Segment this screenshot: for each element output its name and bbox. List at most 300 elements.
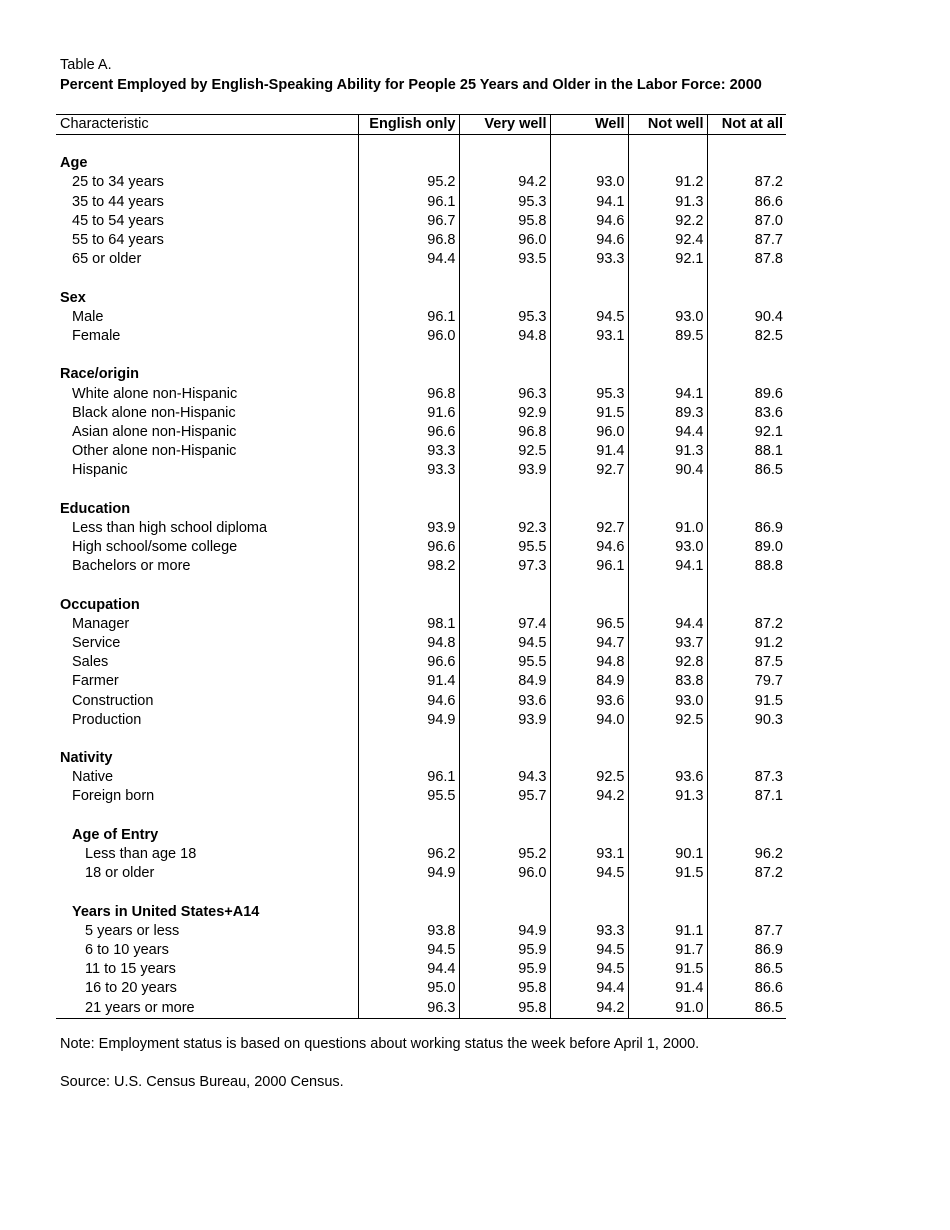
value-cell: 91.4 [550, 442, 628, 461]
value-cell: 86.5 [754, 462, 783, 479]
table-body [56, 135, 786, 1019]
value-cell: 91.5 [628, 864, 707, 883]
empty-cell [707, 500, 786, 519]
value-cell: 87.2 [754, 615, 783, 632]
value-cell: 94.2 [550, 998, 628, 1018]
empty-cell [56, 576, 358, 595]
empty-cell [628, 500, 707, 519]
empty-cell [707, 807, 786, 826]
table-row [56, 193, 786, 212]
value-cell: 94.4 [358, 960, 459, 979]
value-cell: 91.5 [628, 960, 707, 979]
empty-cell [707, 749, 786, 768]
value-cell: 87.8 [754, 251, 783, 268]
empty-cell [628, 576, 707, 595]
value-cell: 93.0 [628, 691, 707, 710]
row-label: 25 to 34 years [56, 173, 358, 192]
value-cell: 95.3 [459, 308, 550, 327]
empty-cell [707, 903, 786, 922]
column-header: Well [550, 115, 628, 135]
value-cell: 94.1 [550, 193, 628, 212]
empty-cell [459, 730, 550, 749]
empty-cell [550, 480, 628, 499]
table-row [56, 922, 786, 941]
empty-cell [628, 749, 707, 768]
value-cell: 94.1 [628, 557, 707, 576]
row-label: White alone non-Hispanic [56, 384, 358, 403]
value-cell: 96.8 [459, 423, 550, 442]
empty-cell [628, 346, 707, 365]
table-row [56, 519, 786, 538]
empty-cell [550, 346, 628, 365]
category-row [56, 749, 786, 768]
value-cell: 96.0 [550, 423, 628, 442]
value-cell: 95.5 [459, 538, 550, 557]
value-cell: 94.4 [550, 979, 628, 998]
empty-cell [550, 154, 628, 173]
value-cell: 94.5 [550, 960, 628, 979]
value-cell: 86.5 [754, 961, 783, 978]
row-label: Foreign born [56, 787, 358, 806]
value-cell: 96.6 [358, 538, 459, 557]
value-cell: 87.3 [754, 769, 783, 786]
empty-cell [707, 269, 786, 288]
empty-cell [459, 480, 550, 499]
table-row [56, 845, 786, 864]
spacer-row [56, 730, 786, 749]
value-cell: 94.1 [628, 384, 707, 403]
row-label: Construction [56, 691, 358, 710]
value-cell: 95.8 [459, 979, 550, 998]
empty-cell [628, 807, 707, 826]
value-cell: 93.1 [550, 845, 628, 864]
value-cell: 92.1 [754, 423, 783, 440]
value-cell: 92.4 [628, 231, 707, 250]
empty-cell [707, 154, 786, 173]
value-cell: 79.7 [754, 673, 783, 690]
value-cell: 96.1 [358, 308, 459, 327]
empty-cell [550, 749, 628, 768]
value-cell: 83.6 [754, 404, 783, 421]
value-cell: 92.5 [550, 768, 628, 787]
row-label: High school/some college [56, 538, 358, 557]
value-cell: 94.5 [550, 941, 628, 960]
empty-cell [358, 903, 459, 922]
value-cell: 93.3 [358, 461, 459, 480]
value-cell: 90.4 [628, 461, 707, 480]
empty-cell [707, 346, 786, 365]
row-label: Farmer [56, 672, 358, 691]
row-label: Asian alone non-Hispanic [56, 423, 358, 442]
empty-cell [707, 596, 786, 615]
value-cell: 94.4 [628, 423, 707, 442]
value-cell: 93.1 [550, 327, 628, 346]
table-row [56, 327, 786, 346]
value-cell: 94.6 [550, 538, 628, 557]
value-cell: 96.2 [358, 845, 459, 864]
row-label: Production [56, 711, 358, 730]
value-cell: 84.9 [459, 672, 550, 691]
table-row [56, 634, 786, 653]
value-cell: 86.6 [754, 193, 783, 210]
empty-cell [358, 135, 459, 155]
value-cell: 93.3 [550, 922, 628, 941]
value-cell: 91.6 [358, 404, 459, 423]
category-label: Age [56, 154, 358, 173]
table-row [56, 404, 786, 423]
category-label: Education [56, 500, 358, 519]
value-cell: 96.0 [459, 231, 550, 250]
row-label: Hispanic [56, 461, 358, 480]
column-header: Not well [628, 115, 707, 135]
value-cell: 87.7 [754, 232, 783, 249]
row-label: Sales [56, 653, 358, 672]
value-cell: 89.3 [628, 404, 707, 423]
value-cell: 98.2 [358, 557, 459, 576]
empty-cell [358, 749, 459, 768]
spacer-row [56, 576, 786, 595]
value-cell: 94.6 [358, 691, 459, 710]
row-label: 21 years or more [56, 998, 358, 1018]
value-cell: 96.8 [358, 384, 459, 403]
value-cell: 93.0 [628, 308, 707, 327]
value-cell: 95.3 [550, 384, 628, 403]
empty-cell [56, 807, 358, 826]
value-cell: 98.1 [358, 615, 459, 634]
value-cell: 91.5 [754, 692, 783, 709]
table-row [56, 308, 786, 327]
empty-cell [550, 807, 628, 826]
empty-cell [459, 903, 550, 922]
value-cell: 95.0 [358, 979, 459, 998]
empty-cell [628, 883, 707, 902]
table-row [56, 423, 786, 442]
empty-cell [358, 576, 459, 595]
empty-cell [550, 903, 628, 922]
value-cell: 91.3 [628, 193, 707, 212]
value-cell: 94.0 [550, 711, 628, 730]
empty-cell [459, 883, 550, 902]
value-cell: 92.7 [550, 519, 628, 538]
empty-cell [628, 154, 707, 173]
value-cell: 88.8 [754, 558, 783, 575]
value-cell: 93.7 [628, 634, 707, 653]
value-cell: 94.8 [459, 327, 550, 346]
value-cell: 95.7 [459, 787, 550, 806]
value-cell: 90.1 [628, 845, 707, 864]
category-label: Occupation [56, 596, 358, 615]
table-row [56, 653, 786, 672]
value-cell: 86.5 [707, 998, 786, 1018]
value-cell: 91.7 [628, 941, 707, 960]
value-cell: 91.4 [358, 672, 459, 691]
empty-cell [707, 730, 786, 749]
empty-cell [550, 500, 628, 519]
value-cell: 92.9 [459, 404, 550, 423]
value-cell: 94.2 [550, 787, 628, 806]
row-label: 35 to 44 years [56, 193, 358, 212]
value-cell: 95.8 [459, 998, 550, 1018]
empty-cell [358, 154, 459, 173]
empty-cell [358, 596, 459, 615]
value-cell: 96.1 [550, 557, 628, 576]
value-cell: 90.4 [754, 308, 783, 325]
value-cell: 91.4 [628, 979, 707, 998]
empty-cell [459, 807, 550, 826]
value-cell: 92.5 [459, 442, 550, 461]
header-row [56, 115, 786, 135]
category-label: Nativity [56, 749, 358, 768]
category-row [56, 500, 786, 519]
row-label: Other alone non-Hispanic [56, 442, 358, 461]
category-label: Race/origin [56, 365, 358, 384]
spacer-row [56, 807, 786, 826]
empty-cell [628, 269, 707, 288]
value-cell: 94.5 [358, 941, 459, 960]
value-cell: 96.5 [550, 615, 628, 634]
value-cell: 93.9 [459, 461, 550, 480]
empty-cell [459, 135, 550, 155]
empty-cell [56, 730, 358, 749]
empty-cell [707, 289, 786, 308]
table-row [56, 173, 786, 192]
row-label: Male [56, 308, 358, 327]
row-label: 65 or older [56, 250, 358, 269]
value-cell: 87.1 [754, 788, 783, 805]
table-row [56, 672, 786, 691]
value-cell: 87.0 [754, 212, 783, 229]
table-row [56, 711, 786, 730]
value-cell: 93.5 [459, 250, 550, 269]
value-cell: 87.2 [754, 865, 783, 882]
value-cell: 88.1 [754, 443, 783, 460]
empty-cell [459, 269, 550, 288]
value-cell: 86.6 [754, 980, 783, 997]
row-label: 45 to 54 years [56, 212, 358, 231]
table-row [56, 442, 786, 461]
value-cell: 93.6 [459, 691, 550, 710]
empty-cell [707, 826, 786, 845]
spacer-row [56, 135, 786, 155]
empty-cell [550, 289, 628, 308]
empty-cell [628, 826, 707, 845]
table-label: Table A. [60, 57, 112, 73]
empty-cell [628, 135, 707, 155]
spacer-row [56, 480, 786, 499]
value-cell: 94.6 [550, 231, 628, 250]
empty-cell [550, 826, 628, 845]
value-cell: 89.5 [628, 327, 707, 346]
value-cell: 89.0 [754, 539, 783, 556]
value-cell: 92.7 [550, 461, 628, 480]
row-label: Less than age 18 [56, 845, 358, 864]
value-cell: 83.8 [628, 672, 707, 691]
value-cell: 93.3 [358, 442, 459, 461]
table-row [56, 979, 786, 998]
empty-cell [358, 269, 459, 288]
value-cell: 91.5 [550, 404, 628, 423]
value-cell: 93.8 [358, 922, 459, 941]
employment-table [56, 114, 786, 1019]
value-cell: 95.9 [459, 941, 550, 960]
empty-cell [628, 730, 707, 749]
value-cell: 97.3 [459, 557, 550, 576]
value-cell: 86.9 [754, 519, 783, 536]
empty-cell [628, 903, 707, 922]
value-cell: 95.3 [459, 193, 550, 212]
category-row [56, 596, 786, 615]
value-cell: 96.2 [754, 846, 783, 863]
value-cell: 91.0 [628, 519, 707, 538]
column-header: Characteristic [56, 115, 358, 135]
empty-cell [707, 135, 786, 155]
empty-cell [628, 480, 707, 499]
value-cell: 92.5 [628, 711, 707, 730]
empty-cell [550, 269, 628, 288]
column-header: English only [358, 115, 459, 135]
empty-cell [56, 883, 358, 902]
row-label: Black alone non-Hispanic [56, 404, 358, 423]
value-cell: 92.3 [459, 519, 550, 538]
value-cell: 94.8 [550, 653, 628, 672]
spacer-row [56, 346, 786, 365]
value-cell: 96.0 [459, 864, 550, 883]
value-cell: 96.8 [358, 231, 459, 250]
value-cell: 86.9 [754, 941, 783, 958]
category-label: Age of Entry [56, 826, 358, 845]
value-cell: 87.7 [754, 922, 783, 939]
empty-cell [56, 480, 358, 499]
empty-cell [56, 269, 358, 288]
value-cell: 92.8 [628, 653, 707, 672]
empty-cell [358, 289, 459, 308]
value-cell: 96.3 [358, 998, 459, 1018]
value-cell: 94.9 [358, 864, 459, 883]
table-row [56, 557, 786, 576]
category-row [56, 903, 786, 922]
empty-cell [358, 730, 459, 749]
value-cell: 93.0 [628, 538, 707, 557]
empty-cell [459, 826, 550, 845]
empty-cell [707, 365, 786, 384]
table-row [56, 960, 786, 979]
table-row [56, 941, 786, 960]
empty-cell [56, 135, 358, 155]
value-cell: 96.0 [358, 327, 459, 346]
empty-cell [628, 596, 707, 615]
empty-cell [459, 365, 550, 384]
value-cell: 95.5 [358, 787, 459, 806]
value-cell: 89.6 [754, 385, 783, 402]
value-cell: 91.2 [628, 173, 707, 192]
category-label: Sex [56, 289, 358, 308]
value-cell: 95.8 [459, 212, 550, 231]
category-row [56, 154, 786, 173]
value-cell: 92.2 [628, 212, 707, 231]
table-note: Note: Employment status is based on questions about working status the week before April 1, 2000. [60, 1036, 700, 1052]
value-cell: 94.2 [459, 173, 550, 192]
empty-cell [707, 883, 786, 902]
value-cell: 91.3 [628, 442, 707, 461]
value-cell: 94.9 [459, 922, 550, 941]
category-row [56, 365, 786, 384]
row-label: 11 to 15 years [56, 960, 358, 979]
table-source: Source: U.S. Census Bureau, 2000 Census. [60, 1074, 344, 1090]
row-label: 55 to 64 years [56, 231, 358, 250]
value-cell: 93.6 [550, 691, 628, 710]
value-cell: 93.9 [358, 519, 459, 538]
table-row [56, 231, 786, 250]
empty-cell [707, 576, 786, 595]
category-row [56, 826, 786, 845]
row-label: Bachelors or more [56, 557, 358, 576]
row-label: Less than high school diploma [56, 519, 358, 538]
row-label: 6 to 10 years [56, 941, 358, 960]
empty-cell [459, 596, 550, 615]
value-cell: 95.9 [459, 960, 550, 979]
empty-cell [358, 883, 459, 902]
row-label: Female [56, 327, 358, 346]
empty-cell [707, 480, 786, 499]
table-row [56, 384, 786, 403]
value-cell: 94.4 [628, 615, 707, 634]
row-label: 16 to 20 years [56, 979, 358, 998]
table-row [56, 998, 786, 1018]
spacer-row [56, 269, 786, 288]
value-cell: 92.1 [628, 250, 707, 269]
value-cell: 96.7 [358, 212, 459, 231]
value-cell: 87.2 [754, 174, 783, 191]
category-label: Years in United States+A14 [56, 903, 358, 922]
value-cell: 93.0 [550, 173, 628, 192]
empty-cell [358, 346, 459, 365]
empty-cell [358, 807, 459, 826]
spacer-row [56, 883, 786, 902]
value-cell: 93.3 [550, 250, 628, 269]
value-cell: 91.3 [628, 787, 707, 806]
empty-cell [358, 826, 459, 845]
table-row [56, 538, 786, 557]
row-label: 18 or older [56, 864, 358, 883]
value-cell: 94.9 [358, 711, 459, 730]
table-row [56, 691, 786, 710]
empty-cell [358, 480, 459, 499]
value-cell: 82.5 [754, 327, 783, 344]
value-cell: 94.4 [358, 250, 459, 269]
empty-cell [550, 596, 628, 615]
column-header: Very well [459, 115, 550, 135]
value-cell: 94.8 [358, 634, 459, 653]
empty-cell [459, 154, 550, 173]
empty-cell [550, 576, 628, 595]
value-cell: 93.9 [459, 711, 550, 730]
column-header: Not at all [707, 115, 786, 135]
value-cell: 94.6 [550, 212, 628, 231]
empty-cell [459, 346, 550, 365]
value-cell: 91.0 [628, 998, 707, 1018]
row-label: Native [56, 768, 358, 787]
table-row [56, 250, 786, 269]
value-cell: 96.1 [358, 193, 459, 212]
empty-cell [459, 289, 550, 308]
value-cell: 95.2 [459, 845, 550, 864]
empty-cell [550, 730, 628, 749]
value-cell: 96.3 [459, 384, 550, 403]
table-title: Percent Employed by English-Speaking Ability for People 25 Years and Older in the Labor Force: 2000 [60, 77, 762, 93]
value-cell: 91.1 [628, 922, 707, 941]
table-row [56, 768, 786, 787]
row-label: Manager [56, 615, 358, 634]
